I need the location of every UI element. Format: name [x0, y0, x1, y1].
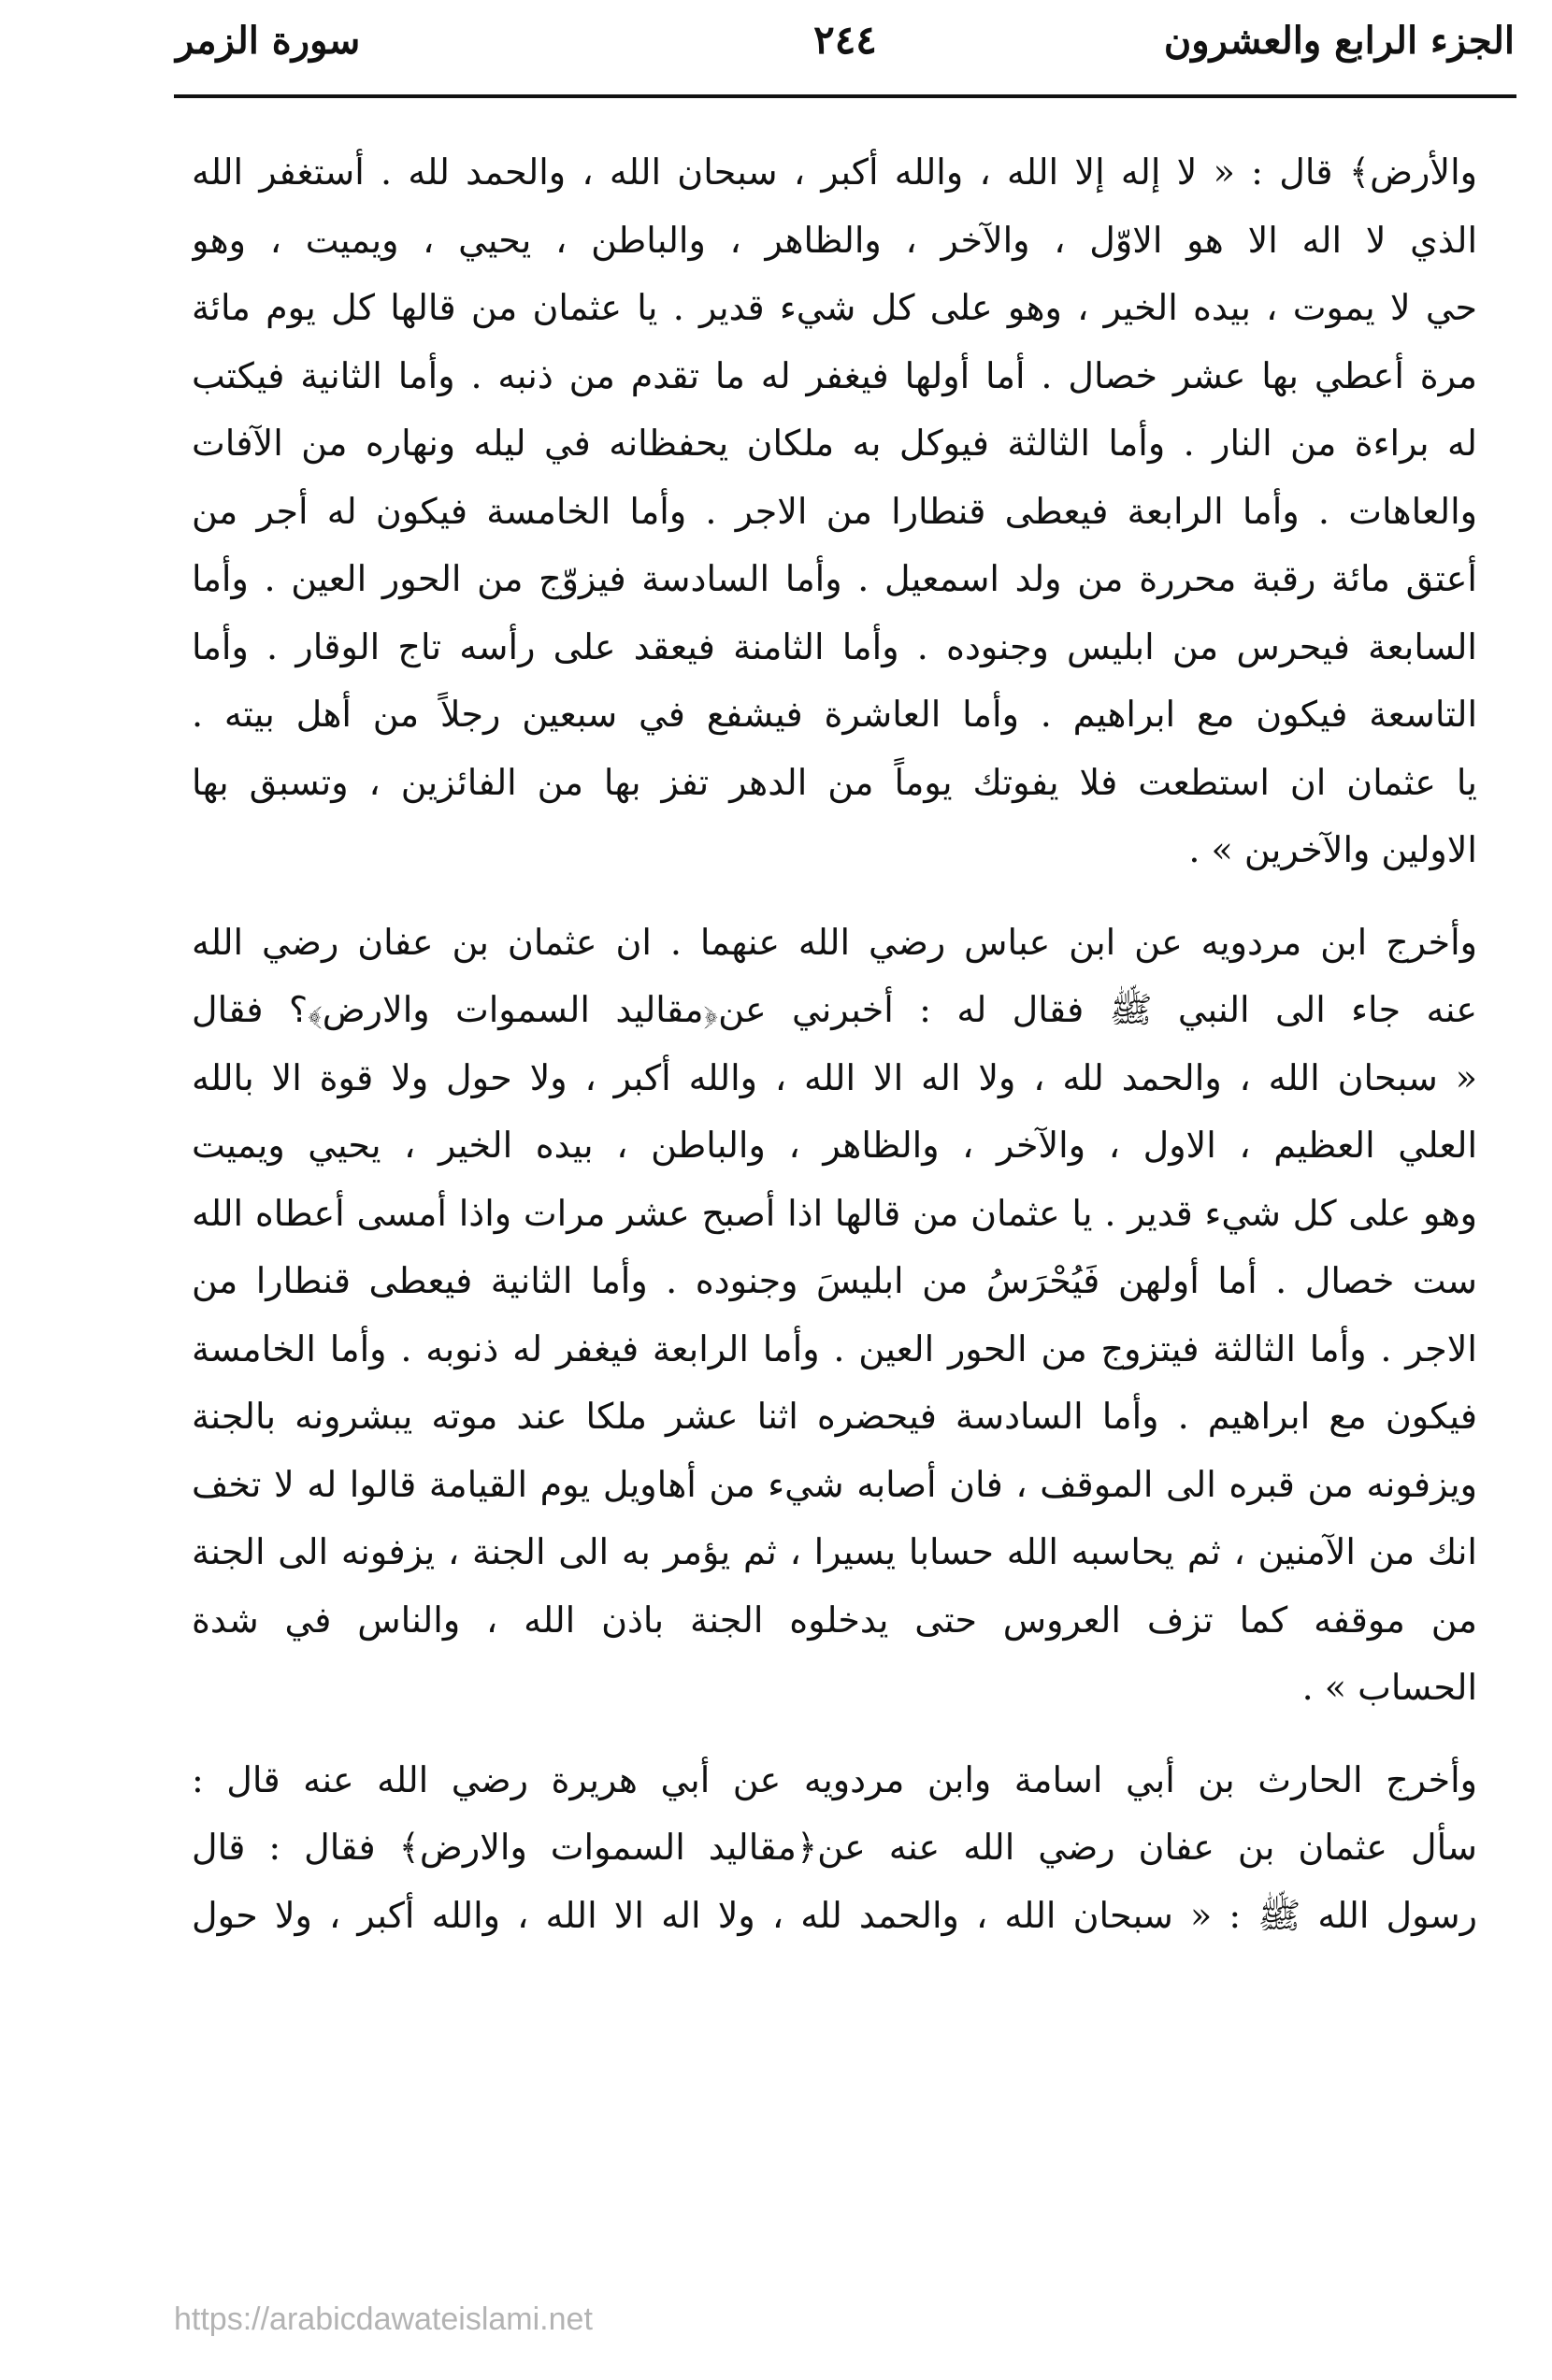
body-text	[192, 138, 1477, 1949]
text-line: من موقفه كما تزف العروس حتى يدخلوه الجنة باذن الله ، والناس في شدة	[192, 1599, 1477, 1641]
text-line: الحساب » .	[1301, 1667, 1477, 1708]
text-line: والأرض﴾ قال : « لا إله إلا الله ، والله أكبر ، سبحان الله ، والحمد لله . أستغفر الله	[192, 151, 1477, 193]
text-line: فيكون مع ابراهيم . وأما السادسة فيحضره اثنا عشر ملكا عند موته يبشرونه بالجنة	[192, 1396, 1477, 1437]
text-line: انك من الآمنين ، ثم يحاسبه الله حسابا يسيرا ، ثم يؤمر به الى الجنة ، يزفونه الى الجنة	[192, 1531, 1477, 1572]
surah-title: سورة الزمر	[176, 19, 361, 63]
text-line: الذي لا اله الا هو الاوّل ، والآخر ، والظاهر ، والباطن ، يحيي ، ويميت ، وهو	[192, 219, 1477, 261]
text-line: مرة أعطي بها عشر خصال . أما أولها فيغفر له ما تقدم من ذنبه . وأما الثانية فيكتب	[192, 354, 1477, 396]
paragraph-3	[192, 1746, 1477, 1950]
text-line: له براءة من النار . وأما الثالثة فيوكل به ملكان يحفظانه في ليله ونهاره من الآفات	[192, 423, 1477, 464]
running-head	[176, 13, 1515, 88]
page-number: ٢٤٤	[813, 17, 877, 63]
header-divider	[174, 94, 1516, 98]
text-line: رسول الله ﷺ : « سبحان الله ، والحمد لله ، ولا اله الا الله ، والله أكبر ، ولا حول	[192, 1894, 1477, 1936]
part-title: الجزء الرابع والعشرون	[1163, 19, 1515, 63]
text-line: حي لا يموت ، بيده الخير ، وهو على كل شيء قدير . يا عثمان من قالها كل يوم مائة	[192, 287, 1477, 328]
text-line: العلي العظيم ، الاول ، والآخر ، والظاهر ، والباطن ، بيده الخير ، يحيي ويميت	[192, 1125, 1477, 1166]
text-line: أعتق مائة رقبة محررة من ولد اسمعيل . وأما السادسة فيزوّج من الحور العين . وأما	[192, 558, 1477, 599]
text-line: ست خصال . أما أولهن فَيُحْرَسُ من ابليسَ وجنوده . وأما الثانية فيعطى قنطارا من	[192, 1260, 1477, 1301]
text-line: السابعة فيحرس من ابليس وجنوده . وأما الثامنة فيعقد على رأسه تاج الوقار . وأما	[192, 625, 1477, 667]
text-line: « سبحان الله ، والحمد لله ، ولا اله الا الله ، والله أكبر ، ولا حول ولا قوة الا بالله	[192, 1056, 1477, 1098]
watermark-url: https://arabicdawateislami.net	[174, 2301, 593, 2337]
text-line: يا عثمان ان استطعت فلا يفوتك يوماً من الدهر تفز بها من الفائزين ، وتسبق بها	[192, 761, 1477, 803]
text-line: وأخرج ابن مردويه عن ابن عباس رضي الله عنهما . ان عثمان بن عفان رضي الله	[192, 921, 1477, 963]
text-line: عنه جاء الى النبي ﷺ فقال له : أخبرني عن﴿مقاليد السموات والارض﴾؟ فقال	[192, 989, 1477, 1030]
paragraph-1	[192, 138, 1477, 884]
text-line: الاجر . وأما الثالثة فيتزوج من الحور العين . وأما الرابعة فيغفر له ذنوبه . وأما الخامسة	[192, 1327, 1477, 1369]
text-line: ويزفونه من قبره الى الموقف ، فان أصابه شيء من أهاويل يوم القيامة قالوا له لا تخف	[192, 1463, 1477, 1505]
text-line: سأل عثمان بن عفان رضي الله عنه عن﴿مقاليد السموات والارض﴾ فقال : قال	[192, 1827, 1477, 1868]
text-line: التاسعة فيكون مع ابراهيم . وأما العاشرة فيشفع في سبعين رجلاً من أهل بيته .	[192, 694, 1477, 735]
text-line: الاولين والآخرين » .	[1188, 829, 1477, 870]
text-line: وأخرج الحارث بن أبي اسامة وابن مردويه عن أبي هريرة رضي الله عنه قال :	[192, 1758, 1477, 1800]
paragraph-2	[192, 909, 1477, 1722]
text-line: والعاهات . وأما الرابعة فيعطى قنطارا من الاجر . وأما الخامسة فيكون له أجر من	[192, 490, 1477, 532]
text-line: وهو على كل شيء قدير . يا عثمان من قالها اذا أصبح عشر مرات واذا أمسى أعطاه الله	[192, 1192, 1477, 1234]
